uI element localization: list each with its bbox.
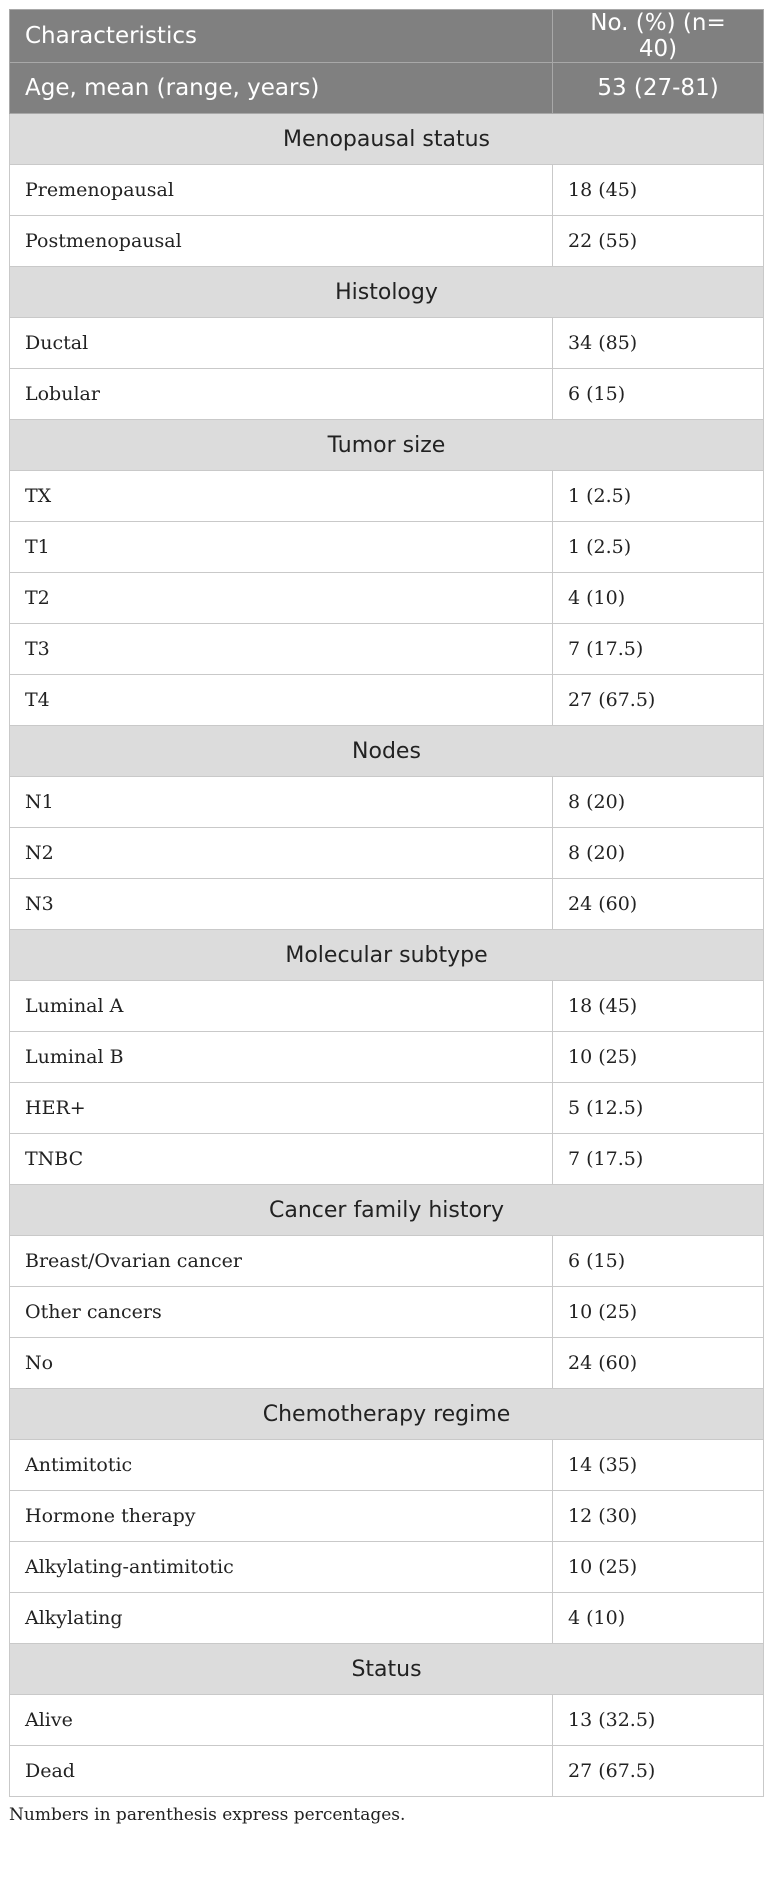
row-value: 8 (20) — [553, 777, 764, 828]
section-header-row — [10, 726, 764, 777]
header-count-percent: No. (%) (n= 40) — [553, 10, 764, 63]
section-title: Tumor size — [10, 420, 764, 471]
header-characteristics: Characteristics — [10, 10, 553, 63]
table-row — [10, 1695, 764, 1746]
row-label: N1 — [10, 777, 553, 828]
row-label: No — [10, 1338, 553, 1389]
row-label: T1 — [10, 522, 553, 573]
row-value: 34 (85) — [553, 318, 764, 369]
row-value: 6 (15) — [553, 369, 764, 420]
row-label: Ductal — [10, 318, 553, 369]
row-value: 8 (20) — [553, 828, 764, 879]
row-label: Alkylating-antimitotic — [10, 1542, 553, 1593]
table-row — [10, 522, 764, 573]
row-value: 5 (12.5) — [553, 1083, 764, 1134]
row-label: N2 — [10, 828, 553, 879]
row-value: 24 (60) — [553, 1338, 764, 1389]
row-label: Premenopausal — [10, 165, 553, 216]
row-label: Hormone therapy — [10, 1491, 553, 1542]
row-label: Luminal B — [10, 1032, 553, 1083]
section-header-row — [10, 1185, 764, 1236]
row-value: 4 (10) — [553, 573, 764, 624]
table-row — [10, 318, 764, 369]
table-row — [10, 777, 764, 828]
age-row — [10, 63, 764, 114]
table-row — [10, 1440, 764, 1491]
table-row — [10, 1287, 764, 1338]
row-label: N3 — [10, 879, 553, 930]
row-value: 13 (32.5) — [553, 1695, 764, 1746]
table-row — [10, 675, 764, 726]
row-label: HER+ — [10, 1083, 553, 1134]
table-row — [10, 828, 764, 879]
row-value: 22 (55) — [553, 216, 764, 267]
row-label: Alive — [10, 1695, 553, 1746]
row-value: 27 (67.5) — [553, 1746, 764, 1797]
row-value: 12 (30) — [553, 1491, 764, 1542]
section-header-row — [10, 114, 764, 165]
row-label: Other cancers — [10, 1287, 553, 1338]
table-row — [10, 369, 764, 420]
table-row — [10, 216, 764, 267]
table-header-row — [10, 10, 764, 63]
row-label: Luminal A — [10, 981, 553, 1032]
row-value: 7 (17.5) — [553, 624, 764, 675]
row-label: TX — [10, 471, 553, 522]
table-footnote: Numbers in parenthesis express percentages. — [9, 1805, 406, 1825]
row-value: 24 (60) — [553, 879, 764, 930]
row-label: T4 — [10, 675, 553, 726]
section-title: Chemotherapy regime — [10, 1389, 764, 1440]
row-value: 7 (17.5) — [553, 1134, 764, 1185]
row-value: 6 (15) — [553, 1236, 764, 1287]
section-title: Cancer family history — [10, 1185, 764, 1236]
table-body — [10, 114, 764, 1797]
table-row — [10, 624, 764, 675]
section-header-row — [10, 930, 764, 981]
table-row — [10, 1338, 764, 1389]
table-row — [10, 1134, 764, 1185]
row-label: Postmenopausal — [10, 216, 553, 267]
table-row — [10, 981, 764, 1032]
age-label: Age, mean (range, years) — [10, 63, 553, 114]
characteristics-table-container — [9, 9, 763, 1825]
table-row — [10, 1746, 764, 1797]
row-label: TNBC — [10, 1134, 553, 1185]
table-row — [10, 1491, 764, 1542]
row-value: 10 (25) — [553, 1542, 764, 1593]
row-label: Dead — [10, 1746, 553, 1797]
characteristics-table — [9, 9, 764, 1797]
row-label: Lobular — [10, 369, 553, 420]
table-row — [10, 1236, 764, 1287]
table-row — [10, 879, 764, 930]
row-value: 14 (35) — [553, 1440, 764, 1491]
row-label: Alkylating — [10, 1593, 553, 1644]
section-header-row — [10, 267, 764, 318]
table-row — [10, 471, 764, 522]
row-label: Antimitotic — [10, 1440, 553, 1491]
section-header-row — [10, 420, 764, 471]
table-row — [10, 165, 764, 216]
section-title: Histology — [10, 267, 764, 318]
table-row — [10, 1542, 764, 1593]
section-header-row — [10, 1644, 764, 1695]
section-title: Molecular subtype — [10, 930, 764, 981]
section-title: Status — [10, 1644, 764, 1695]
section-header-row — [10, 1389, 764, 1440]
row-value: 4 (10) — [553, 1593, 764, 1644]
table-row — [10, 1083, 764, 1134]
row-value: 18 (45) — [553, 165, 764, 216]
age-value: 53 (27-81) — [553, 63, 764, 114]
row-label: T3 — [10, 624, 553, 675]
table-row — [10, 1032, 764, 1083]
section-title: Menopausal status — [10, 114, 764, 165]
table-row — [10, 573, 764, 624]
row-value: 27 (67.5) — [553, 675, 764, 726]
row-value: 10 (25) — [553, 1032, 764, 1083]
row-value: 1 (2.5) — [553, 522, 764, 573]
row-value: 18 (45) — [553, 981, 764, 1032]
table-row — [10, 1593, 764, 1644]
row-value: 1 (2.5) — [553, 471, 764, 522]
row-label: Breast/Ovarian cancer — [10, 1236, 553, 1287]
row-value: 10 (25) — [553, 1287, 764, 1338]
section-title: Nodes — [10, 726, 764, 777]
row-label: T2 — [10, 573, 553, 624]
